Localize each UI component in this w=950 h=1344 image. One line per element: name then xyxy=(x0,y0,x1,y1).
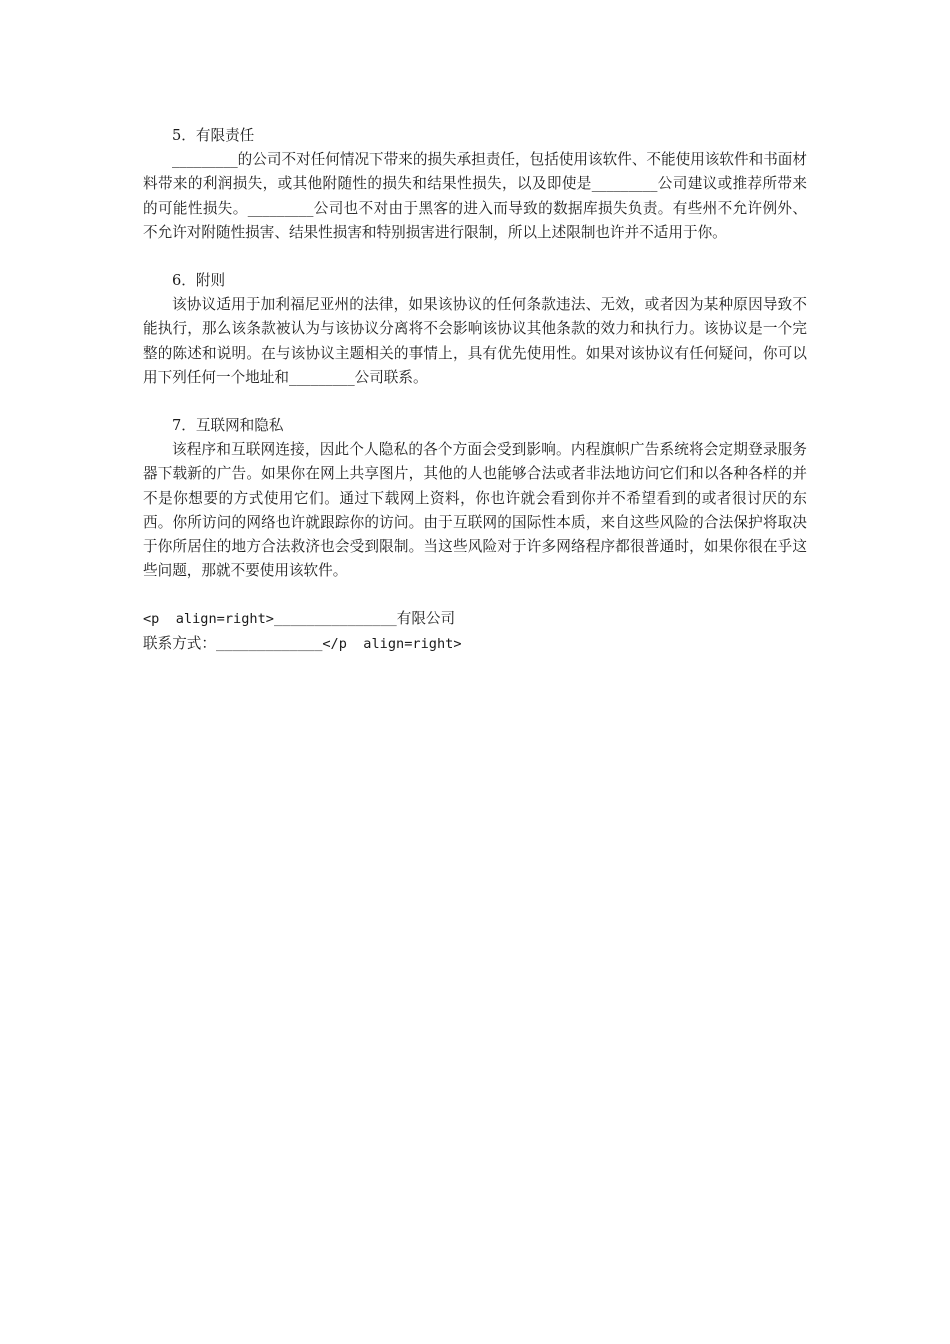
contact-label: 联系方式： xyxy=(143,634,216,652)
section-body: 该程序和互联网连接，因此个人隐私的各个方面会受到影响。内程旗帜广告系统将会定期登录服务器下载新的广告。如果你在网上共享图片，其他的人也能够合法或者非法地访问它们和以各种各样的并不是你想要的方式使用它们。通过下载网上资料，你也许就会看到你并不希望看到的或者很讨厌的东西。你所访问的网络也许就跟踪你的访问。由于互联网的国际性本质，来自这些风险的合法保护将取决于你所居住的地方合法救济也会受到限制。当这些风险对于许多网络程序都很普通时，如果你很在乎这些问题，那就不要使用该软件。 xyxy=(143,441,807,580)
contact-line xyxy=(143,632,807,656)
section-limited-liability xyxy=(143,124,807,245)
section-supplementary-terms xyxy=(143,269,807,390)
company-name-line xyxy=(143,607,807,631)
contact-blank: _____________</p align=right> xyxy=(215,635,462,652)
company-suffix: 有限公司 xyxy=(396,610,456,628)
section-body: _________的公司不对任何情况下带来的损失承担责任，包括使用该软件、不能使用该软件和书面材料带来的利润损失，或其他附随性的损失和结果性损失，以及即使是_________公司建议或推荐所带来的可能性损失。_________公司也不对由于黑客的进入而导致的数据库损失负责。有些州不允许例外、不允许对附随性损害、结果性损害和特别损害进行限制，所以上述限制也许并不适用于你。 xyxy=(143,151,807,241)
company-name-blank: <p align=right>_______________ xyxy=(143,611,397,628)
signature-block xyxy=(143,607,807,655)
section-internet-privacy xyxy=(143,414,807,583)
section-heading: 7．互联网和隐私 xyxy=(172,417,284,435)
document-page xyxy=(143,124,807,656)
section-body: 该协议适用于加利福尼亚州的法律，如果该协议的任何条款违法、无效，或者因为某种原因导致不能执行，那么该条款被认为与该协议分离将不会影响该协议其他条款的效力和执行力。该协议是一个完整的陈述和说明。在与该协议主题相关的事情上，具有优先使用性。如果对该协议有任何疑问，你可以用下列任何一个地址和_________公司联系。 xyxy=(143,296,807,386)
section-heading: 6．附则 xyxy=(172,272,226,290)
section-heading: 5．有限责任 xyxy=(172,127,255,144)
